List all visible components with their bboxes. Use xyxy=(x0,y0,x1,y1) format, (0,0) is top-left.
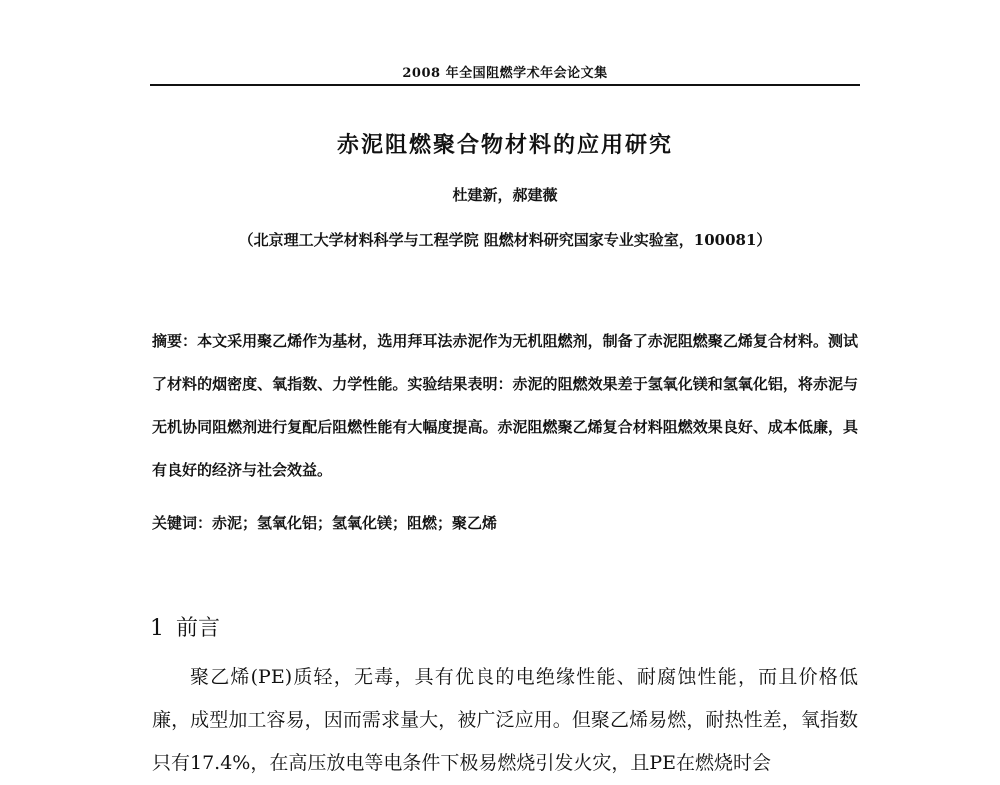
abstract-text: 本文采用聚乙烯作为基材，选用拜耳法赤泥作为无机阻燃剂，制备了赤泥阻燃聚乙烯复合材料。测试了材料的烟密度、氧指数、力学性能。实验结果表明：赤泥的阻燃效果差于氢氧化镁和氢氧化铝，将赤泥与无机协同阻燃剂进行复配后阻燃性能有大幅度提高。赤泥阻燃聚乙烯复合材料阻燃效果良好、成本低廉，具有良好的经济与社会效益。 xyxy=(152,332,858,479)
keywords-label: 关键词： xyxy=(152,514,213,532)
abstract xyxy=(152,320,858,492)
header-rule xyxy=(150,84,860,86)
authors: 杜建新，郝建薇 xyxy=(452,186,558,204)
keywords xyxy=(152,512,858,533)
keywords-text: 赤泥；氢氧化铝；氢氧化镁；阻燃；聚乙烯 xyxy=(212,514,498,532)
affiliation: （北京理工大学材料科学与工程学院 阻燃材料研究国家专业实验室，100081） xyxy=(238,231,772,249)
section-number: 1 xyxy=(150,616,164,641)
abstract-label: 摘要： xyxy=(152,332,198,350)
paper-title: 赤泥阻燃聚合物材料的应用研究 xyxy=(336,132,673,158)
section-title: 前言 xyxy=(176,616,221,641)
body-paragraph: 聚乙烯(PE)质轻，无毒，具有优良的电绝缘性能、耐腐蚀性能，而且价格低廉，成型加工容易，因而需求量大，被广泛应用。但聚乙烯易燃，耐热性差，氧指数只有17.4%，在高压放电等电条件下极易燃烧引发火灾，且PE在燃烧时会 xyxy=(152,666,858,774)
section-heading xyxy=(150,611,220,642)
running-header: 2008 年全国阻燃学术年会论文集 xyxy=(402,66,608,81)
